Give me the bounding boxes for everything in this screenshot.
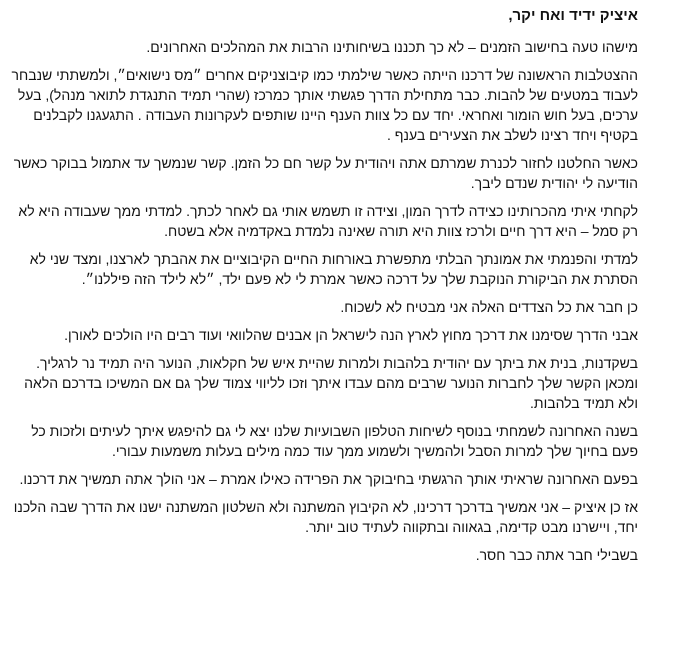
letter-paragraph-8: בשקדנות, בנית את ביתך עם יהודית בלהבות ולמרות שהיית איש של חקלאות, הנוער היה תמיד נר לרגליך. ומכאן הקשר שלך לחברות הנוער שרבים מהם עבדו איתך וזכו לליווי צמוד שלך גם אם המשיכו בדרכם הלאה ולא תמיד בלהבות.	[24, 355, 638, 411]
letter-paragraph-1: מישהו טעה בחישוב הזמנים – לא כך תכננו בשיחותינו הרבות את המהלכים האחרונים.	[146, 39, 638, 55]
letter-paragraph-7: אבני הדרך שסימנו את דרכך מחוץ לארץ הנה לישראל הן אבנים שהלוואי ועוד רבים היו הולכים לאורן.	[64, 327, 638, 343]
letter-paragraph-5: למדתי והפנמתי את אמונתך הבלתי מתפשרת באורחות החיים הקיבוציים את אהבתך לארצנו, ומצד שני לא הסתרת את הביקורת הנוקבת שלך על דרכה כאשר אמרת לי לא פעם ילד, ״לא לילד הזה פיללנו״.	[29, 251, 638, 287]
letter-paragraph-11: אז כן איציק – אני אמשיך בדרכך דרכינו, לא הקיבוץ המשתנה ולא השלטון המשתנה ישנו את הדרך שבה הלכנו יחד, ויישרנו מבט קדימה, בגאווה ובתקווה לעתיד טוב יותר.	[13, 499, 638, 535]
letter-paragraph-10: בפעם האחרונה שראיתי אותך הרגשתי בחיבוקך את הפרידה כאילו אמרת – אני הולך אתה תמשיך את דרכנו.	[19, 471, 638, 487]
letter-paragraph-6: כן חבר את כל הצדדים האלה אני מבטיח לא לשכוח.	[340, 299, 638, 315]
letter-paragraph-3: כאשר החלטנו לחזור לכנרת שמרתם אתה ויהודית על קשר חם כל הזמן. קשר שנמשך עד אתמול בבוקר כאשר הודיעה לי יהודית שנדם ליבך.	[13, 155, 638, 191]
letter-paragraph-4: לקחתי איתי מהכרותינו כצידה לדרך המון, וצידה זו תשמש אותי גם לאחר לכתך. למדתי ממך שעבודה היא לא רק סמל – היא דרך חיים ולרכז צוות היא תורה שאינה נלמדת באקדמיה אלא בשטח.	[18, 203, 638, 239]
letter-closing: בשבילי חבר אתה כבר חסר.	[475, 547, 638, 563]
letter-greeting: איציק ידיד ואח יקר,	[508, 7, 638, 24]
letter-paragraph-2: ההצטלבות הראשונה של דרכנו הייתה כאשר שילמתי כמו קיבוצניקים אחרים ״מס נישואים״, ולמשתתי שנבחר לעבוד במטעים של להבות. כבר מתחילת הדרך פגשתי אותך כמרכז (שהרי תמיד התנגדת לתואר מנהל), בעל ערכים, בעל חוש הומור ואחראי. יחד עם כל צוות הענף היינו שותפים לעקרונות העבודה . התגעגנו לקבלנים בקטיף ויחד רצינו לשלב את הצעירים בענף .	[11, 67, 638, 143]
letter-paragraph-9: בשנה האחרונה לשמחתי בנוסף לשיחות הטלפון השבועיות שלנו יצא לי גם להיפגש איתך לעיתים ולזכות כל פעם בחיוך שלך למרות הסבל ולהמשיך ולשמוע ממך עוד כמה מילים בעלות משמעות עבורי.	[31, 423, 638, 459]
